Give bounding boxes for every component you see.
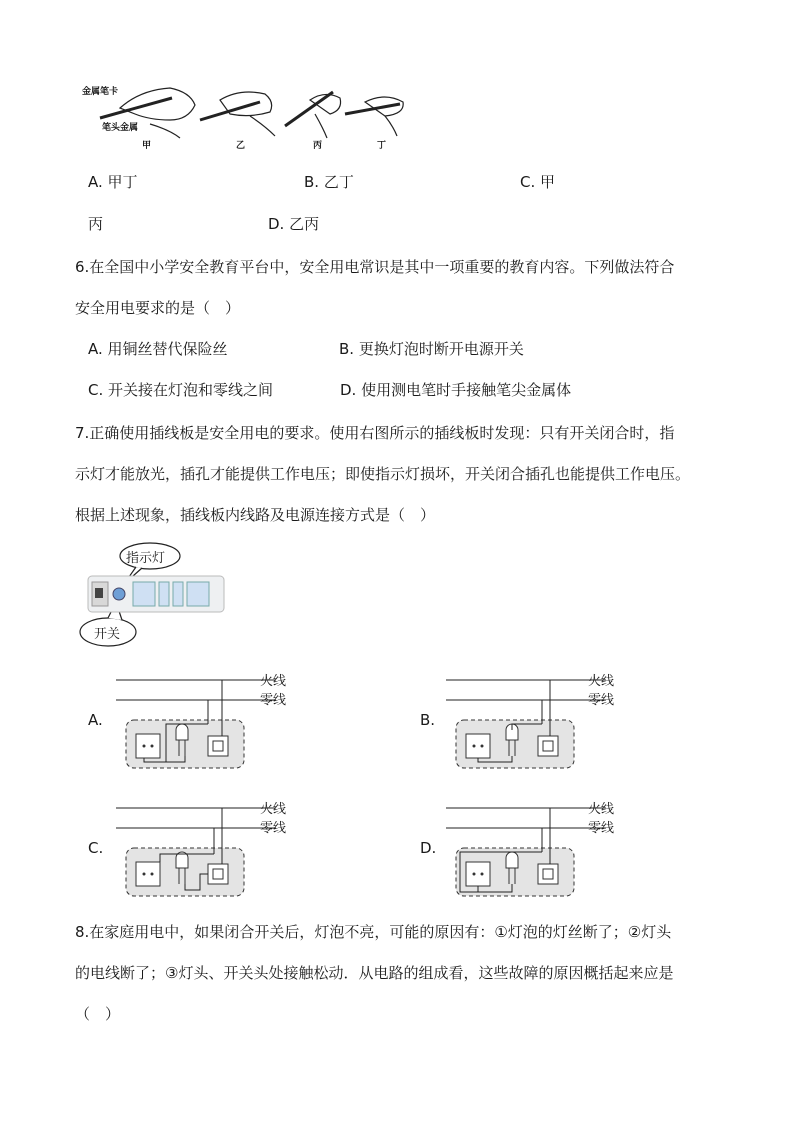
- q7-c-neutral-label: 零线: [260, 821, 287, 836]
- q7-c-live-label: 火线: [260, 802, 287, 817]
- power-strip-figure: [78, 540, 228, 650]
- q5-option-a[interactable]: A. 甲丁: [88, 173, 138, 191]
- q7-b-neutral-label: 零线: [588, 693, 615, 708]
- panel-label-yi: 乙: [236, 141, 246, 151]
- q6-option-c[interactable]: C. 开关接在灯泡和零线之间: [88, 381, 274, 399]
- q6-option-a[interactable]: A. 用铜丝替代保险丝: [88, 340, 228, 358]
- q7-option-a-diagram[interactable]: [84, 668, 304, 778]
- q6-stem-line1: 6.在全国中小学安全教育平台中，安全用电常识是其中一项重要的教育内容。下列做法符合: [75, 258, 675, 276]
- q7-stem-line1: 7.正确使用插线板是安全用电的要求。使用右图所示的插线板时发现：只有开关闭合时，指: [75, 424, 675, 442]
- q6-option-b[interactable]: B. 更换灯泡时断开电源开关: [339, 340, 524, 358]
- q5-option-c-continued[interactable]: 丙: [88, 215, 104, 233]
- q8-stem-line2: 的电线断了；③灯头、开关头处接触松动．从电路的组成看，这些故障的原因概括起来应是: [75, 964, 674, 982]
- q7-stem-line2: 示灯才能放光，插孔才能提供工作电压；即使指示灯损坏，开关闭合插孔也能提供工作电压。: [75, 465, 691, 483]
- q5-option-c[interactable]: C. 甲: [520, 173, 556, 191]
- q7-stem-line3: 根据上述现象，插线板内线路及电源连接方式是（ ）: [75, 506, 436, 524]
- switch-label: 开关: [94, 627, 121, 642]
- q7-option-a-letter: A.: [88, 711, 103, 729]
- q6-stem-line2: 安全用电要求的是（ ）: [75, 299, 241, 317]
- q7-option-b-letter: B.: [420, 711, 436, 729]
- q7-option-c-letter: C.: [88, 839, 104, 857]
- label-metal-tip: 笔头金属: [102, 123, 139, 133]
- q7-d-live-label: 火线: [588, 802, 615, 817]
- q7-d-neutral-label: 零线: [588, 821, 615, 836]
- panel-label-ding: 丁: [377, 141, 387, 151]
- q8-stem-line3: （ ）: [75, 1005, 121, 1023]
- q5-option-d[interactable]: D. 乙丙: [268, 215, 320, 233]
- q7-option-d-letter: D.: [420, 839, 437, 857]
- q8-stem-line1: 8.在家庭用电中，如果闭合开关后，灯泡不亮，可能的原因有：①灯泡的灯丝断了；②灯头: [75, 923, 672, 941]
- q7-a-neutral-label: 零线: [260, 693, 287, 708]
- q7-option-d-diagram[interactable]: [420, 796, 640, 906]
- q5-option-b[interactable]: B. 乙丁: [304, 173, 354, 191]
- label-metal-cap: 金属笔卡: [82, 87, 119, 97]
- panel-label-jia: 甲: [142, 141, 152, 151]
- q7-option-b-diagram[interactable]: [420, 668, 640, 778]
- q7-option-c-diagram[interactable]: [84, 796, 304, 906]
- q7-a-live-label: 火线: [260, 674, 287, 689]
- panel-label-bing: 丙: [313, 141, 323, 151]
- indicator-light-label: 指示灯: [126, 551, 166, 566]
- q7-b-live-label: 火线: [588, 674, 615, 689]
- q5-figure: [80, 80, 410, 150]
- q6-option-d[interactable]: D. 使用测电笔时手接触笔尖金属体: [340, 381, 572, 399]
